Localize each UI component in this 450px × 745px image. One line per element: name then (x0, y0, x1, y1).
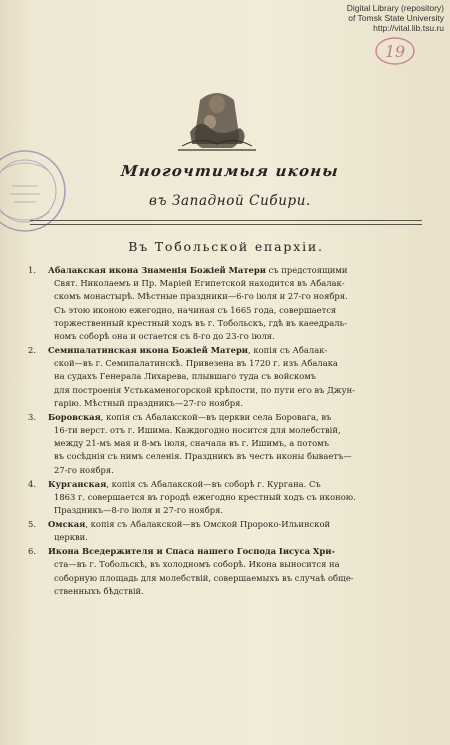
entry-name: Курганская (48, 478, 107, 489)
entry-number: 2. (28, 345, 36, 356)
entry-first-line (28, 478, 424, 491)
entry-number: 5. (28, 519, 36, 530)
handwritten-page-number (374, 36, 416, 66)
entry-line: номъ соборѣ она и остается съ 8-го до 23-го іюля. (54, 331, 275, 342)
list-item (28, 344, 424, 410)
entry-number: 4. (28, 478, 36, 489)
entry-line: Съ этою иконою ежегодно, начиная съ 1665 года, совершается (54, 304, 337, 315)
entry-first-line (28, 344, 424, 357)
entry-first-line (28, 264, 424, 277)
entry-line: 16-ти верст. отъ г. Ишима. Каждогодно носится для молебствій, (54, 425, 341, 436)
entry-line: торжественный крестный ходъ въ г. Тобольскъ, гдѣ въ каеедраль- (54, 317, 347, 328)
icon-entries-list (28, 264, 424, 599)
library-stamp-icon (0, 148, 68, 234)
entry-number: 3. (28, 411, 36, 422)
entry-line: въ сосѣднія съ нимъ селенія. Праздникъ въ честь иконы бываетъ— (54, 451, 352, 462)
entry-first-line (28, 518, 424, 531)
entry-line: ста—въ г. Тобольскѣ, въ холодномъ соборѣ. Икона выносится на (54, 559, 340, 570)
entry-line: Свят. Николаемъ и Пр. Маріей Египетской находится въ Абалак- (54, 278, 345, 289)
page-title: Многочтимыя иконы (120, 162, 340, 180)
entry-text: съ предстоящими (265, 265, 348, 275)
entry-line: 1863 г. совершается въ городѣ ежегодно крестный ходъ съ иконою. (54, 491, 356, 502)
list-item (28, 478, 424, 518)
entry-name: Абалакская икона Знаменія Божіей Матери (48, 265, 266, 275)
divider-line (30, 220, 422, 221)
watermark-line: http://vital.lib.tsu.ru (373, 23, 444, 33)
entry-line: ственныхъ бѣдствій. (54, 585, 144, 596)
entry-line: на судахъ Генерала Лихарева, плывшаго туда съ войскомъ (54, 371, 317, 382)
icon-engraving-emblem (170, 88, 264, 154)
entry-line: 27-го ноября. (54, 464, 114, 475)
entry-text: , копія съ Абалак- (248, 345, 328, 356)
entry-name: Омская (48, 519, 86, 530)
entry-number: 6. (28, 546, 36, 557)
entry-first-line (28, 411, 424, 424)
entry-line: скомъ монастырѣ. Мѣстные праздники—6-го іюля и 27-го ноября. (54, 291, 348, 302)
watermark-line: Digital Library (repository) (346, 3, 444, 13)
watermark-line: of Tomsk State University (348, 13, 444, 23)
divider-line (30, 224, 422, 225)
entry-line: Праздникъ—8-го іюля и 27-го ноября. (54, 505, 224, 516)
library-watermark (244, 3, 444, 33)
entry-line: соборную площадь для молебствій, совершаемыхъ въ случаѣ обще- (54, 572, 354, 583)
entry-line: между 21-мъ мая и 8-мъ іюля, сначала въ г. Ишимъ, а потомъ (54, 438, 329, 449)
list-item (28, 545, 424, 598)
section-heading: Въ Тобольской епархіи. (128, 239, 324, 254)
entry-name: Боровская (48, 411, 101, 422)
handwritten-number-text: 19 (384, 42, 406, 61)
entry-text: , копія съ Абалакской—въ соборѣ г. Кургана. Съ (106, 478, 321, 489)
entry-name: Семипалатинская икона Божіей Матери (48, 345, 249, 356)
list-item (28, 518, 424, 544)
entry-name: Икона Вседержителя и Спаса нашего Господа Іисуса Хри- (48, 546, 335, 557)
entry-first-line (28, 545, 424, 558)
entry-line: ской—въ г. Семипалатинскѣ. Привезена въ 1720 г. изъ Абалака (54, 358, 338, 369)
entry-line: гарію. Мѣстный праздникъ—27-го ноября. (54, 397, 244, 408)
list-item (28, 264, 424, 343)
entry-text: , копія съ Абалакской—въ церкви села Боровага, въ (100, 411, 332, 422)
list-item (28, 411, 424, 477)
entry-number: 1. (28, 265, 36, 275)
page-subtitle: въ Западной Сибири. (149, 193, 311, 209)
entry-text: , копія съ Абалакской—въ Омской Пророко-Ильинской (85, 519, 331, 530)
entry-line: церкви. (54, 532, 88, 543)
entry-line: для построенія Устькаменогорской крѣпости, по пути его въ Джун- (54, 384, 355, 395)
